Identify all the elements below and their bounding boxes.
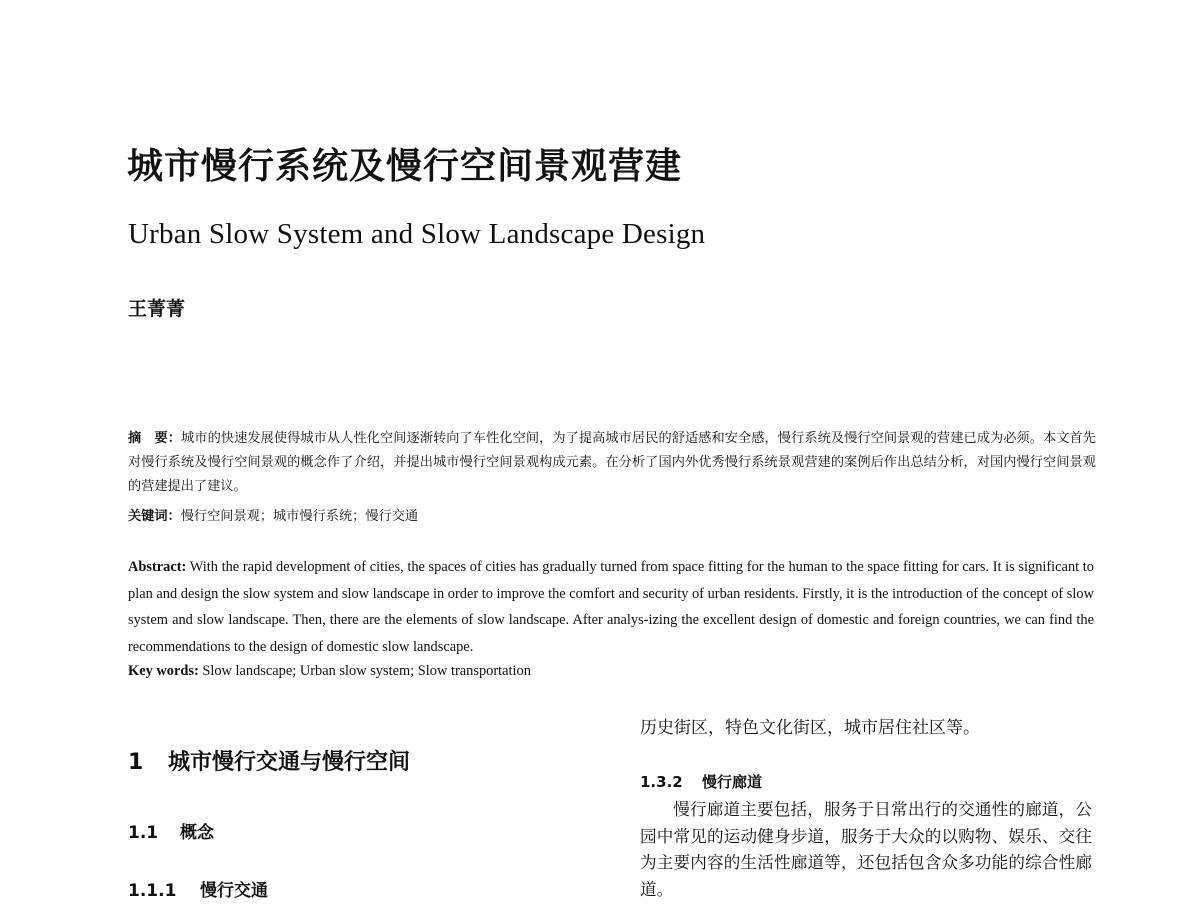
section-heading-1-1-1 [128, 876, 268, 901]
section-title: 慢行廊道 [702, 773, 763, 791]
abstract-chinese-text: 城市的快速发展使得城市从人性化空间逐渐转向了车性化空间，为了提高城市居民的舒适感和安全感，慢行系统及慢行空间景观的营建已成为必须。本文首先对慢行系统及慢行空间景观的概念作了介绍，并提出城市慢行空间景观构成元素。在分析了国内外优秀慢行系统景观营建的案例后作出总结分析，对国内慢行空间景观的营建提出了建议。 [128, 431, 1096, 494]
section-number: 1.3.2 [640, 773, 683, 791]
keywords-chinese-label: 关键词： [128, 509, 181, 524]
abstract-english-text: With the rapid development of cities, the spaces of cities has gradually turned from space fitting for the human to the space fitting for cars. It is significant to plan and design the slow system and slow landscape in order to improve the comfort and security of urban residents. Firstly, it is the introduction of the concept of slow system and slow landscape. Then, there are the elements of slow landscape. After analys-izing the excellent design of domestic and foreign countries, we can find the recommendations to the design of domestic slow landscape. [128, 559, 1094, 655]
abstract-chinese-label: 摘 要： [128, 431, 182, 446]
section-number: 1.1 [128, 823, 159, 843]
paper-title-chinese: 城市慢行系统及慢行空间景观营建 [127, 146, 683, 187]
abstract-english [128, 554, 1094, 660]
section-heading-1-3-2 [640, 771, 762, 792]
abstract-chinese [128, 427, 1096, 499]
paper-title-english: Urban Slow System and Slow Landscape Design [128, 218, 706, 250]
section-number: 1 [128, 750, 144, 775]
section-heading-1-1 [128, 818, 214, 843]
author-name: 王菁菁 [128, 298, 186, 320]
keywords-english-label: Key words: [128, 663, 199, 679]
section-title: 慢行交通 [200, 881, 268, 901]
right-column-continuation-text: 历史街区，特色文化街区，城市居住社区等。 [640, 718, 980, 738]
right-column-paragraph: 慢行廊道主要包括，服务于日常出行的交通性的廊道，公园中常见的运动健身步道，服务于大众的以购物、娱乐、交往为主要内容的生活性廊道等，还包括包含众多功能的综合性廊道。 [640, 800, 1092, 899]
keywords-chinese [128, 505, 418, 529]
section-title: 城市慢行交通与慢行空间 [168, 750, 411, 775]
abstract-english-label: Abstract: [128, 559, 187, 575]
section-number: 1.1.1 [128, 881, 177, 901]
keywords-english [128, 658, 531, 684]
section-heading-1 [128, 745, 410, 776]
keywords-english-text: Slow landscape; Urban slow system; Slow transportation [198, 663, 531, 679]
keywords-chinese-text: 慢行空间景观；城市慢行系统；慢行交通 [180, 509, 419, 524]
section-title: 概念 [180, 823, 214, 843]
